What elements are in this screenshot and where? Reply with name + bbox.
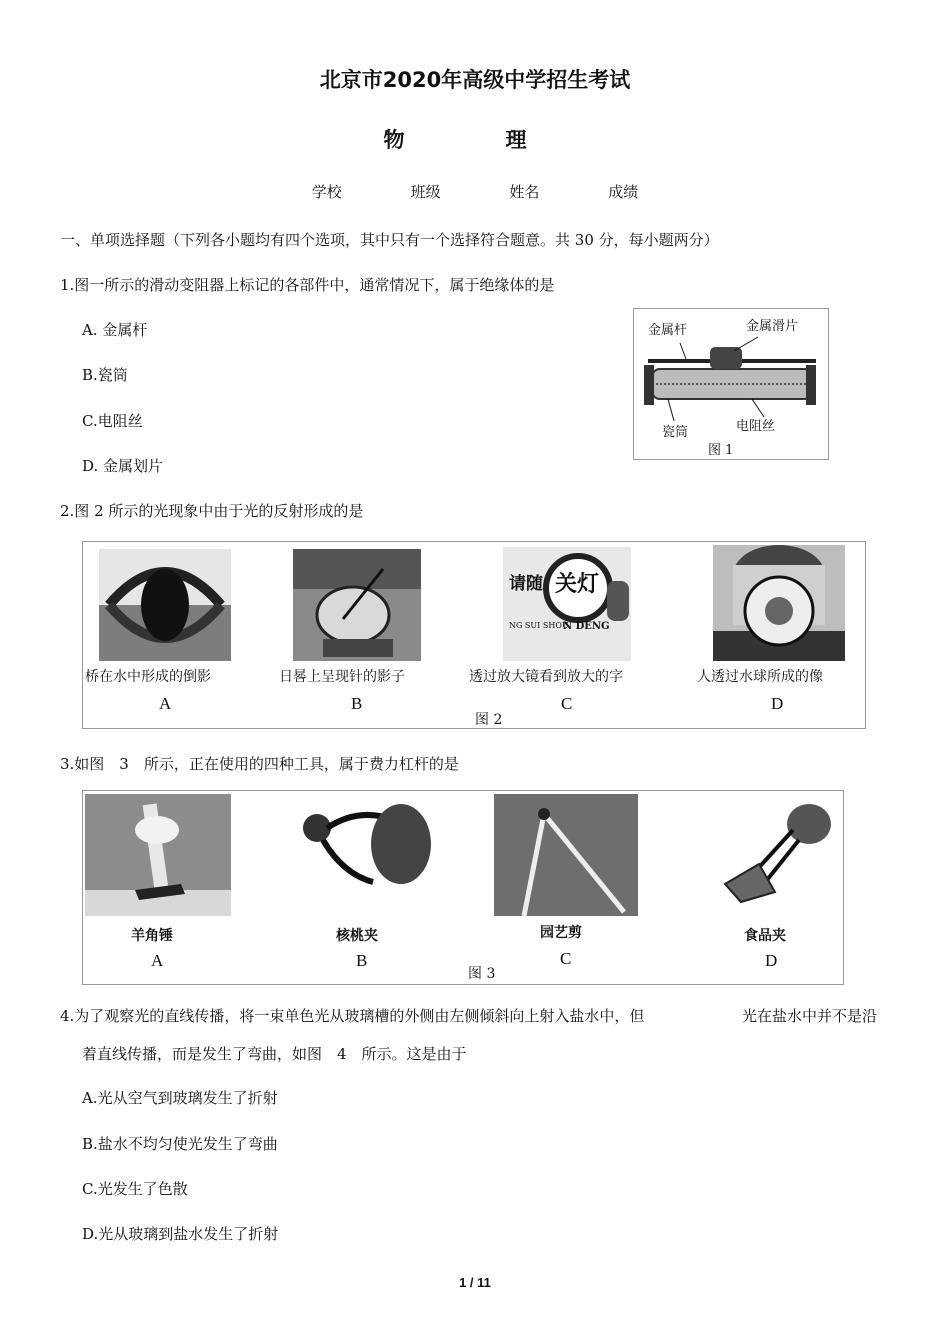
q1-option-d: D. 金属划片	[82, 457, 164, 475]
q4-stem-line1: 4.为了观察光的直线传播，将一束单色光从玻璃槽的外侧由左侧倾斜向上射入盐水中，但	[60, 1007, 645, 1025]
q3-letter-d: D	[765, 951, 778, 970]
figure-3	[82, 790, 844, 985]
sign-text-2: 关灯	[555, 571, 600, 597]
q3-caption-c: 园艺剪	[540, 925, 582, 941]
section-heading: 一、单项选择题（下列各小题均有四个选项，其中只有一个选择符合题意。共 30 分，每小题两分）	[60, 231, 719, 249]
q4-stem-line1-end: 光在盐水中并不是沿	[742, 1007, 878, 1025]
field-class: 班级	[410, 183, 441, 201]
q4-option-b: B.盐水不均匀使光发生了弯曲	[82, 1135, 278, 1153]
photo-bridge-reflection	[99, 549, 231, 661]
sign-text-4: N DENG	[563, 621, 610, 632]
figure-1	[633, 308, 829, 460]
photo-magnifier	[503, 547, 631, 661]
q2-caption-c: 透过放大镜看到放大的字	[469, 669, 623, 685]
q1-option-b: B.瓷筒	[82, 366, 128, 384]
page-number: 1 / 11	[459, 1275, 491, 1290]
subject-title: 物 理	[383, 128, 567, 152]
field-school: 学校	[311, 183, 342, 201]
photo-water-ball	[713, 545, 845, 661]
q2-letter-b: B	[351, 694, 363, 713]
q1-option-c: C.电阻丝	[82, 412, 143, 430]
q4-option-a: A.光从空气到玻璃发生了折射	[82, 1089, 278, 1107]
q3-caption-a: 羊角锤	[131, 928, 173, 944]
q4-option-c: C.光发生了色散	[82, 1180, 188, 1198]
sign-text-1: 请随	[509, 574, 543, 594]
q2-caption-b: 日晷上呈现针的影子	[279, 669, 405, 685]
photo-sundial	[293, 549, 421, 661]
q3-caption-d: 食品夹	[744, 928, 786, 944]
photo-garden-shears	[494, 794, 638, 916]
q2-caption-d: 人透过水球所成的像	[697, 669, 823, 685]
q4-stem-line2: 着直线传播，而是发生了弯曲，如图 4 所示。这是由于	[82, 1045, 467, 1063]
q3-letter-a: A	[151, 951, 164, 970]
figure-2-caption: 图 2	[475, 712, 503, 728]
figure-1-caption: 图 1	[708, 443, 734, 458]
q3-stem: 3.如图 3 所示，正在使用的四种工具，属于费力杠杆的是	[60, 755, 459, 773]
figure-2	[82, 541, 866, 729]
photo-food-tongs	[701, 794, 839, 916]
q2-letter-d: D	[771, 694, 784, 713]
photo-claw-hammer	[85, 794, 231, 916]
field-score: 成绩	[608, 183, 639, 201]
field-name: 姓名	[509, 183, 540, 201]
q1-option-a: A. 金属杆	[82, 321, 148, 339]
label-resistance-wire: 电阻丝	[736, 419, 776, 434]
q4-option-d: D.光从玻璃到盐水发生了折射	[82, 1225, 279, 1243]
q2-letter-c: C	[561, 694, 573, 713]
photo-walnut-cracker	[293, 794, 437, 916]
exam-title: 北京市2020年高级中学招生考试	[319, 68, 631, 92]
q2-letter-a: A	[159, 694, 172, 713]
label-porcelain-tube: 瓷筒	[662, 425, 689, 440]
q3-letter-b: B	[356, 951, 368, 970]
q2-stem: 2.图 2 所示的光现象中由于光的反射形成的是	[60, 502, 364, 520]
label-metal-rod: 金属杆	[648, 323, 688, 338]
student-info-fields	[0, 181, 950, 202]
q1-stem: 1.图一所示的滑动变阻器上标记的各部件中，通常情况下，属于绝缘体的是	[60, 276, 555, 294]
sign-text-3: NG SUI SHOU	[509, 621, 569, 630]
q3-caption-b: 核桃夹	[336, 928, 378, 944]
label-metal-slider: 金属滑片	[746, 319, 799, 334]
q3-letter-c: C	[560, 949, 572, 968]
q2-caption-a: 桥在水中形成的倒影	[85, 669, 211, 685]
figure-3-caption: 图 3	[468, 966, 496, 982]
